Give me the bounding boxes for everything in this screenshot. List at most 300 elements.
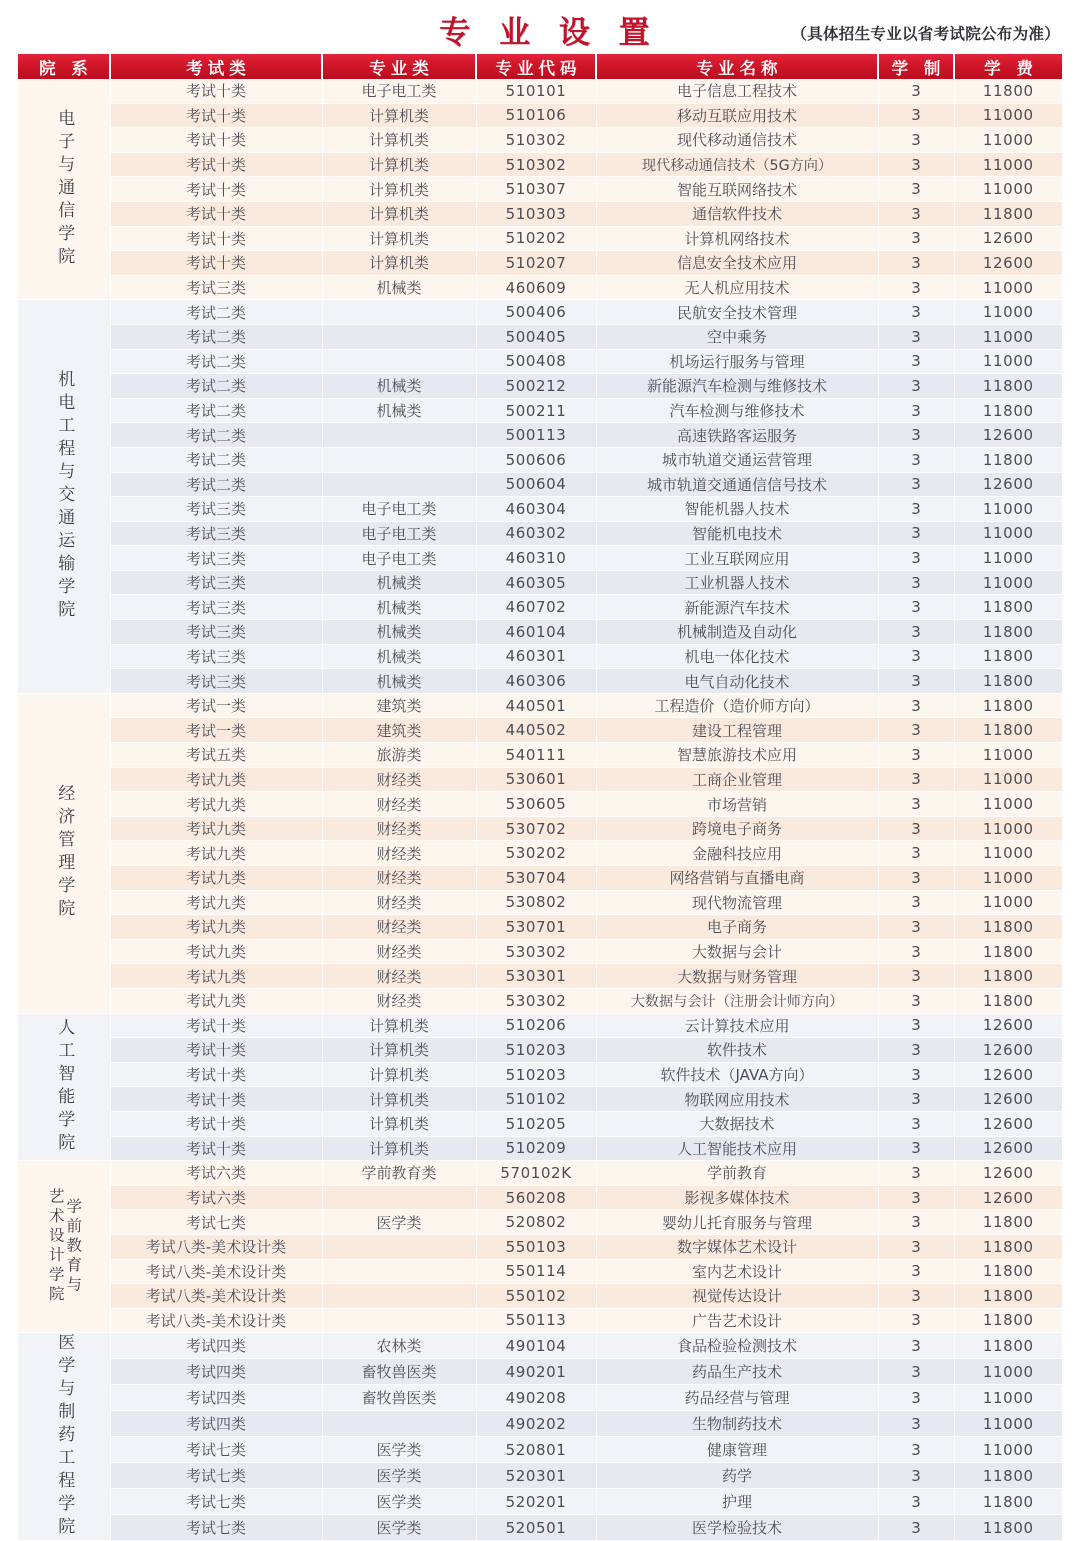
table-row [18,1359,1062,1385]
cell-major-name: 婴幼儿托育服务与管理 [596,1210,878,1235]
cell-exam-category: 考试十类 [110,128,322,153]
cell-major-code: 460310 [476,546,596,571]
cell-tuition: 11800 [954,693,1062,718]
cell-major-code: 510307 [476,177,596,202]
cell-major-code: 530704 [476,866,596,891]
cell-major-code: 500406 [476,300,596,325]
cell-tuition: 11800 [954,1333,1062,1359]
cell-tuition: 11800 [954,398,1062,423]
cell-major-code: 510205 [476,1111,596,1136]
cell-exam-category: 考试二类 [110,472,322,497]
table-row [18,669,1062,694]
cell-exam-category: 考试二类 [110,349,322,374]
cell-years: 3 [878,201,954,226]
table-row [18,644,1062,669]
cell-tuition: 11000 [954,570,1062,595]
table-row [18,620,1062,645]
cell-exam-category: 考试九类 [110,890,322,915]
cell-tuition: 11800 [954,988,1062,1013]
majors-table-wrap [18,54,1062,1541]
department-label-line: 学前教育与 [64,1197,83,1296]
cell-major-category: 农林类 [322,1333,476,1359]
cell-major-category: 财经类 [322,792,476,817]
cell-major-name: 跨境电子商务 [596,816,878,841]
department-cell [18,79,110,300]
cell-years: 3 [878,1234,954,1259]
cell-major-code: 500604 [476,472,596,497]
cell-major-category: 计算机类 [322,1111,476,1136]
cell-tuition: 11800 [954,1463,1062,1489]
cell-major-category: 计算机类 [322,1038,476,1063]
cell-major-code: 530202 [476,841,596,866]
cell-major-category: 财经类 [322,767,476,792]
cell-tuition: 11000 [954,743,1062,768]
table-row [18,718,1062,743]
table-row [18,1515,1062,1541]
cell-major-name: 民航安全技术管理 [596,300,878,325]
cell-major-code: 510303 [476,201,596,226]
cell-major-code: 460304 [476,497,596,522]
cell-major-category: 电子电工类 [322,546,476,571]
cell-tuition: 11000 [954,275,1062,300]
col-header-mname: 专业名称 [596,54,878,79]
cell-major-code: 520301 [476,1463,596,1489]
table-row [18,1087,1062,1112]
cell-major-name: 新能源汽车检测与维修技术 [596,374,878,399]
cell-years: 3 [878,423,954,448]
cell-exam-category: 考试十类 [110,177,322,202]
cell-major-code: 510302 [476,152,596,177]
cell-years: 3 [878,398,954,423]
cell-exam-category: 考试三类 [110,669,322,694]
cell-major-category: 机械类 [322,398,476,423]
table-row [18,1259,1062,1284]
cell-exam-category: 考试十类 [110,201,322,226]
cell-major-category: 医学类 [322,1437,476,1463]
cell-exam-category: 考试一类 [110,718,322,743]
cell-years: 3 [878,570,954,595]
cell-exam-category: 考试十类 [110,1136,322,1161]
table-row [18,915,1062,940]
cell-major-code: 530605 [476,792,596,817]
cell-exam-category: 考试二类 [110,324,322,349]
cell-years: 3 [878,767,954,792]
table-row [18,693,1062,718]
cell-major-name: 大数据与财务管理 [596,964,878,989]
cell-years: 3 [878,1259,954,1284]
department-label [18,1333,110,1540]
cell-major-name: 网络营销与直播电商 [596,866,878,891]
cell-major-name: 护理 [596,1489,878,1515]
cell-tuition: 11800 [954,620,1062,645]
cell-major-category: 计算机类 [322,251,476,276]
cell-major-category: 财经类 [322,890,476,915]
table-row [18,1385,1062,1411]
cell-major-code: 500212 [476,374,596,399]
cell-tuition: 12600 [954,472,1062,497]
cell-major-category: 财经类 [322,866,476,891]
cell-major-code: 510106 [476,103,596,128]
cell-major-category: 医学类 [322,1489,476,1515]
cell-major-category: 计算机类 [322,1013,476,1038]
cell-years: 3 [878,693,954,718]
cell-major-name: 医学检验技术 [596,1515,878,1541]
cell-years: 3 [878,792,954,817]
cell-major-name: 城市轨道交通运营管理 [596,447,878,472]
department-label [18,1161,110,1332]
cell-major-name: 机场运行服务与管理 [596,349,878,374]
cell-tuition: 11800 [954,939,1062,964]
cell-exam-category: 考试十类 [110,103,322,128]
cell-major-code: 460104 [476,620,596,645]
cell-major-name: 广告艺术设计 [596,1308,878,1333]
cell-years: 3 [878,939,954,964]
cell-major-code: 520801 [476,1437,596,1463]
cell-tuition: 11000 [954,128,1062,153]
cell-major-code: 510101 [476,79,596,103]
cell-exam-category: 考试一类 [110,693,322,718]
col-header-mcat: 专业类 [322,54,476,79]
cell-major-name: 新能源汽车技术 [596,595,878,620]
cell-major-code: 520501 [476,1515,596,1541]
table-row [18,1333,1062,1359]
cell-years: 3 [878,816,954,841]
table-row [18,472,1062,497]
cell-major-name: 工业互联网应用 [596,546,878,571]
cell-tuition: 12600 [954,226,1062,251]
cell-exam-category: 考试三类 [110,521,322,546]
cell-major-name: 计算机网络技术 [596,226,878,251]
cell-years: 3 [878,1210,954,1235]
cell-exam-category: 考试四类 [110,1359,322,1385]
table-body [18,79,1062,1541]
header-row [18,54,1062,79]
cell-years: 3 [878,915,954,940]
cell-tuition: 12600 [954,1185,1062,1210]
table-row [18,1463,1062,1489]
cell-major-name: 市场营销 [596,792,878,817]
cell-exam-category: 考试九类 [110,792,322,817]
table-row [18,1038,1062,1063]
cell-major-category: 机械类 [322,275,476,300]
cell-tuition: 12600 [954,1111,1062,1136]
cell-tuition: 11000 [954,300,1062,325]
cell-years: 3 [878,1411,954,1437]
cell-exam-category: 考试五类 [110,743,322,768]
cell-major-name: 汽车检测与维修技术 [596,398,878,423]
cell-years: 3 [878,866,954,891]
cell-major-name: 数字媒体艺术设计 [596,1234,878,1259]
cell-major-name: 云计算技术应用 [596,1013,878,1038]
cell-major-category [322,1308,476,1333]
cell-exam-category: 考试十类 [110,226,322,251]
cell-years: 3 [878,521,954,546]
cell-exam-category: 考试三类 [110,644,322,669]
cell-tuition: 12600 [954,1087,1062,1112]
cell-major-name: 软件技术 [596,1038,878,1063]
cell-major-name: 金融科技应用 [596,841,878,866]
cell-exam-category: 考试四类 [110,1411,322,1437]
cell-major-name: 健康管理 [596,1437,878,1463]
cell-tuition: 11800 [954,1308,1062,1333]
cell-major-category: 机械类 [322,644,476,669]
table-row [18,964,1062,989]
cell-major-code: 490202 [476,1411,596,1437]
department-cell [18,1161,110,1333]
cell-years: 3 [878,595,954,620]
cell-tuition: 11800 [954,915,1062,940]
cell-exam-category: 考试九类 [110,915,322,940]
department-cell [18,1013,110,1161]
cell-major-name: 影视多媒体技术 [596,1185,878,1210]
cell-major-code: 560208 [476,1185,596,1210]
cell-major-code: 500408 [476,349,596,374]
department-label-line: 医学与制药工程学院 [54,1333,75,1541]
cell-exam-category: 考试十类 [110,251,322,276]
table-row [18,595,1062,620]
cell-exam-category: 考试二类 [110,447,322,472]
cell-major-name: 机电一体化技术 [596,644,878,669]
cell-major-category [322,447,476,472]
cell-major-code: 440501 [476,693,596,718]
cell-major-category: 财经类 [322,964,476,989]
table-row [18,1210,1062,1235]
cell-major-name: 食品检验检测技术 [596,1333,878,1359]
table-row [18,1185,1062,1210]
table-row [18,349,1062,374]
cell-tuition: 11800 [954,718,1062,743]
cell-major-name: 物联网应用技术 [596,1087,878,1112]
cell-tuition: 11000 [954,324,1062,349]
cell-years: 3 [878,1161,954,1186]
cell-major-code: 500211 [476,398,596,423]
cell-tuition: 11800 [954,1259,1062,1284]
cell-exam-category: 考试二类 [110,300,322,325]
cell-tuition: 12600 [954,1038,1062,1063]
cell-major-code: 510203 [476,1038,596,1063]
cell-years: 3 [878,300,954,325]
cell-major-code: 510202 [476,226,596,251]
cell-major-category [322,1284,476,1309]
table-row [18,866,1062,891]
table-row [18,226,1062,251]
cell-years: 3 [878,177,954,202]
table-row [18,447,1062,472]
cell-major-code: 530702 [476,816,596,841]
col-header-fee: 学 费 [954,54,1062,79]
department-label-line: 经济管理学院 [54,784,75,923]
cell-years: 3 [878,1111,954,1136]
cell-exam-category: 考试三类 [110,275,322,300]
cell-exam-category: 考试三类 [110,497,322,522]
col-header-exam: 考试类 [110,54,322,79]
cell-years: 3 [878,251,954,276]
department-cell [18,300,110,694]
cell-years: 3 [878,1489,954,1515]
cell-major-code: 490201 [476,1359,596,1385]
cell-years: 3 [878,275,954,300]
cell-major-category: 电子电工类 [322,79,476,103]
cell-tuition: 11800 [954,644,1062,669]
table-row [18,841,1062,866]
cell-years: 3 [878,890,954,915]
cell-exam-category: 考试二类 [110,423,322,448]
cell-exam-category: 考试四类 [110,1385,322,1411]
table-row [18,1062,1062,1087]
cell-major-category: 建筑类 [322,693,476,718]
cell-major-category: 旅游类 [322,743,476,768]
cell-major-code: 530701 [476,915,596,940]
table-row [18,1234,1062,1259]
cell-tuition: 11800 [954,595,1062,620]
table-row [18,743,1062,768]
cell-major-code: 440502 [476,718,596,743]
cell-major-category: 计算机类 [322,103,476,128]
table-row [18,1013,1062,1038]
cell-major-category [322,300,476,325]
table-row [18,792,1062,817]
cell-years: 3 [878,1437,954,1463]
cell-years: 3 [878,841,954,866]
cell-major-category: 计算机类 [322,1087,476,1112]
cell-tuition: 11000 [954,349,1062,374]
cell-tuition: 11000 [954,152,1062,177]
table-row [18,1111,1062,1136]
cell-exam-category: 考试十类 [110,1038,322,1063]
cell-tuition: 11000 [954,816,1062,841]
cell-years: 3 [878,447,954,472]
cell-major-category: 计算机类 [322,177,476,202]
cell-years: 3 [878,1136,954,1161]
department-label [18,79,110,299]
cell-major-category: 计算机类 [322,1136,476,1161]
cell-major-code: 500606 [476,447,596,472]
cell-tuition: 11800 [954,1284,1062,1309]
cell-tuition: 12600 [954,1062,1062,1087]
cell-exam-category: 考试九类 [110,816,322,841]
cell-major-category: 财经类 [322,841,476,866]
cell-major-name: 建设工程管理 [596,718,878,743]
cell-major-name: 工商企业管理 [596,767,878,792]
cell-major-category [322,1259,476,1284]
cell-tuition: 11000 [954,497,1062,522]
cell-years: 3 [878,1062,954,1087]
cell-exam-category: 考试三类 [110,595,322,620]
cell-major-name: 城市轨道交通通信信号技术 [596,472,878,497]
cell-exam-category: 考试十类 [110,152,322,177]
cell-major-code: 530301 [476,964,596,989]
cell-major-code: 550113 [476,1308,596,1333]
cell-major-code: 510102 [476,1087,596,1112]
cell-major-category: 医学类 [322,1463,476,1489]
cell-major-code: 460702 [476,595,596,620]
cell-exam-category: 考试六类 [110,1185,322,1210]
col-header-dept: 院 系 [18,54,110,79]
cell-years: 3 [878,1308,954,1333]
cell-major-category: 机械类 [322,570,476,595]
department-label [18,300,110,693]
table-row [18,1437,1062,1463]
cell-tuition: 11800 [954,79,1062,103]
cell-major-category: 计算机类 [322,226,476,251]
table-row [18,497,1062,522]
cell-years: 3 [878,1333,954,1359]
department-label-line: 艺术设计学院 [46,1188,65,1306]
department-label [18,1014,110,1161]
cell-years: 3 [878,226,954,251]
cell-years: 3 [878,669,954,694]
cell-major-name: 药学 [596,1463,878,1489]
cell-tuition: 11800 [954,964,1062,989]
cell-major-name: 视觉传达设计 [596,1284,878,1309]
cell-major-name: 现代移动通信技术（5G方向） [596,152,878,177]
cell-exam-category: 考试二类 [110,398,322,423]
majors-table [18,54,1062,1541]
department-label-line: 电子与通信学院 [54,108,75,270]
cell-major-category: 计算机类 [322,1062,476,1087]
cell-exam-category: 考试九类 [110,767,322,792]
cell-major-name: 生物制药技术 [596,1411,878,1437]
cell-exam-category: 考试七类 [110,1463,322,1489]
cell-major-code: 460305 [476,570,596,595]
department-cell [18,693,110,1013]
cell-major-code: 520802 [476,1210,596,1235]
cell-tuition: 12600 [954,1013,1062,1038]
cell-major-name: 现代移动通信技术 [596,128,878,153]
cell-years: 3 [878,964,954,989]
title-band [0,0,1080,54]
cell-exam-category: 考试九类 [110,988,322,1013]
cell-tuition: 12600 [954,423,1062,448]
table-row [18,398,1062,423]
cell-tuition: 11800 [954,201,1062,226]
cell-tuition: 11800 [954,374,1062,399]
table-row [18,767,1062,792]
cell-years: 3 [878,1038,954,1063]
cell-tuition: 11000 [954,546,1062,571]
cell-years: 3 [878,128,954,153]
cell-major-name: 智能互联网络技术 [596,177,878,202]
cell-exam-category: 考试八类-美术设计类 [110,1308,322,1333]
cell-major-category [322,349,476,374]
cell-major-name: 大数据技术 [596,1111,878,1136]
cell-exam-category: 考试六类 [110,1161,322,1186]
cell-major-code: 520201 [476,1489,596,1515]
cell-years: 3 [878,497,954,522]
cell-major-name: 药品生产技术 [596,1359,878,1385]
col-header-code: 专业代码 [476,54,596,79]
cell-major-category [322,472,476,497]
col-header-years: 学 制 [878,54,954,79]
cell-major-category: 计算机类 [322,201,476,226]
cell-tuition: 11000 [954,103,1062,128]
cell-exam-category: 考试七类 [110,1489,322,1515]
cell-major-category: 机械类 [322,620,476,645]
cell-major-name: 软件技术（JAVA方向） [596,1062,878,1087]
cell-major-code: 510203 [476,1062,596,1087]
cell-years: 3 [878,546,954,571]
cell-years: 3 [878,103,954,128]
table-row [18,177,1062,202]
cell-major-category [322,1185,476,1210]
cell-years: 3 [878,718,954,743]
cell-major-code: 500113 [476,423,596,448]
cell-major-category [322,1411,476,1437]
cell-major-code: 550103 [476,1234,596,1259]
cell-major-category: 机械类 [322,595,476,620]
cell-major-category [322,324,476,349]
cell-major-name: 空中乘务 [596,324,878,349]
